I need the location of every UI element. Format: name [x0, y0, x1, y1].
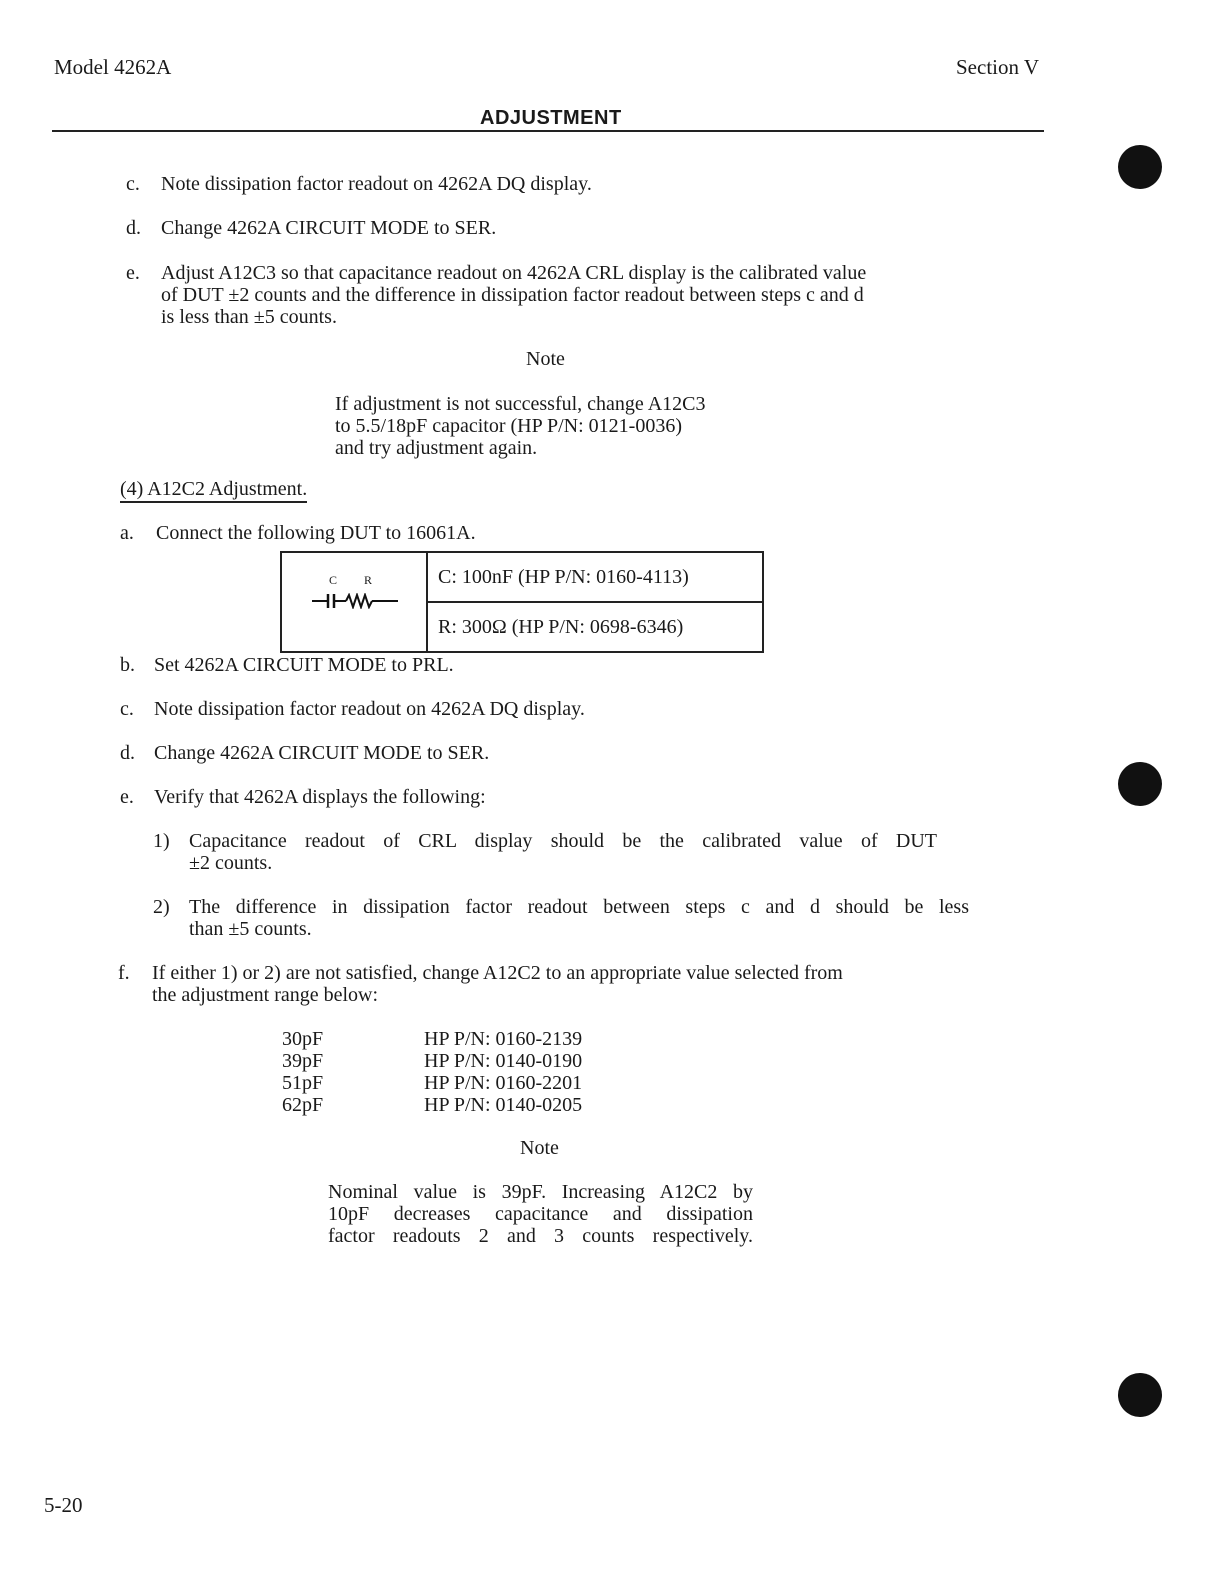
- model-header: Model 4262A: [54, 55, 172, 79]
- note-2-title: Note: [520, 1137, 559, 1159]
- capacitor-value: 62pF: [282, 1094, 324, 1116]
- step-f-line-1: If either 1) or 2) are not satisfied, change A12C2 to an appropriate value selected from: [152, 962, 843, 984]
- punch-hole-top: [1118, 145, 1162, 189]
- capacitor-row: [282, 1028, 582, 1050]
- punch-hole-bottom: [1118, 1373, 1162, 1417]
- step-b-label: b.: [120, 654, 135, 676]
- note-1-line-3: and try adjustment again.: [335, 437, 538, 459]
- step-a-text: Connect the following DUT to 16061A.: [156, 522, 476, 544]
- capacitor-part: HP P/N: 0160-2139: [424, 1028, 583, 1050]
- page-title: ADJUSTMENT: [480, 107, 622, 129]
- substep-1-line-2: ±2 counts.: [189, 852, 273, 874]
- capacitor-row: [282, 1072, 582, 1094]
- step-c-text: Note dissipation factor readout on 4262A DQ display.: [161, 173, 592, 195]
- header-rule: [52, 130, 1044, 132]
- substep-2-label: 2): [153, 896, 170, 918]
- substep-2-line-1: The difference in dissipation factor readout between steps c and d should be less: [189, 896, 969, 918]
- capacitor-part: HP P/N: 0140-0190: [424, 1050, 583, 1072]
- capacitor-part: HP P/N: 0140-0205: [424, 1094, 583, 1116]
- step-c2-label: c.: [120, 698, 134, 720]
- dut-row-r: R: 300Ω (HP P/N: 0698-6346): [427, 602, 763, 652]
- dut-table: [280, 551, 764, 653]
- note-2-line-1: Nominal value is 39pF. Increasing A12C2 by: [328, 1181, 753, 1203]
- dut-row-c: C: 100nF (HP P/N: 0160-4113): [427, 552, 763, 602]
- note-1-line-2: to 5.5/18pF capacitor (HP P/N: 0121-0036): [335, 415, 683, 437]
- dut-symbol-cell: [281, 552, 427, 652]
- punch-hole-middle: [1118, 762, 1162, 806]
- section-header: Section V: [956, 55, 1040, 79]
- step-c2-text: Note dissipation factor readout on 4262A DQ display.: [154, 698, 585, 720]
- step-e-line-2: of DUT ±2 counts and the difference in dissipation factor readout between steps c and d: [161, 284, 864, 306]
- capacitor-resistor-symbol: [312, 593, 398, 609]
- substep-1-line-1: Capacitance readout of CRL display should be the calibrated value of DUT: [189, 830, 937, 852]
- note-1-line-1: If adjustment is not successful, change A12C3: [335, 393, 706, 415]
- substep-2-line-2: than ±5 counts.: [189, 918, 312, 940]
- step-e-line-3: is less than ±5 counts.: [161, 306, 337, 328]
- capacitor-part: HP P/N: 0160-2201: [424, 1072, 583, 1094]
- note-2-line-2: 10pF decreases capacitance and dissipation: [328, 1203, 753, 1225]
- capacitor-value: 39pF: [282, 1050, 324, 1072]
- step-f-line-2: the adjustment range below:: [152, 984, 379, 1006]
- step-d-label: d.: [126, 217, 141, 239]
- symbol-label-c: C: [329, 573, 338, 587]
- step-d-text: Change 4262A CIRCUIT MODE to SER.: [161, 217, 497, 239]
- page-number: 5-20: [44, 1493, 83, 1517]
- capacitor-row: [282, 1050, 582, 1072]
- step-d2-label: d.: [120, 742, 135, 764]
- capacitor-row: [282, 1094, 582, 1116]
- step-c-label: c.: [126, 173, 140, 195]
- step-e2-text: Verify that 4262A displays the following:: [154, 786, 486, 808]
- symbol-label-r: R: [364, 573, 373, 587]
- subsection-heading: (4) A12C2 Adjustment.: [120, 478, 307, 503]
- step-e-label: e.: [126, 262, 140, 284]
- capacitor-value: 30pF: [282, 1028, 324, 1050]
- step-e-line-1: Adjust A12C3 so that capacitance readout on 4262A CRL display is the calibrated value: [161, 262, 867, 284]
- note-2-line-3: factor readouts 2 and 3 counts respectively.: [328, 1225, 753, 1247]
- substep-1-label: 1): [153, 830, 170, 852]
- step-a-label: a.: [120, 522, 134, 544]
- step-b-text: Set 4262A CIRCUIT MODE to PRL.: [154, 654, 454, 676]
- capacitor-list: [282, 1028, 582, 1116]
- capacitor-value: 51pF: [282, 1072, 324, 1094]
- step-f-label: f.: [118, 962, 130, 984]
- step-d2-text: Change 4262A CIRCUIT MODE to SER.: [154, 742, 490, 764]
- note-1-title: Note: [526, 348, 565, 370]
- step-e2-label: e.: [120, 786, 134, 808]
